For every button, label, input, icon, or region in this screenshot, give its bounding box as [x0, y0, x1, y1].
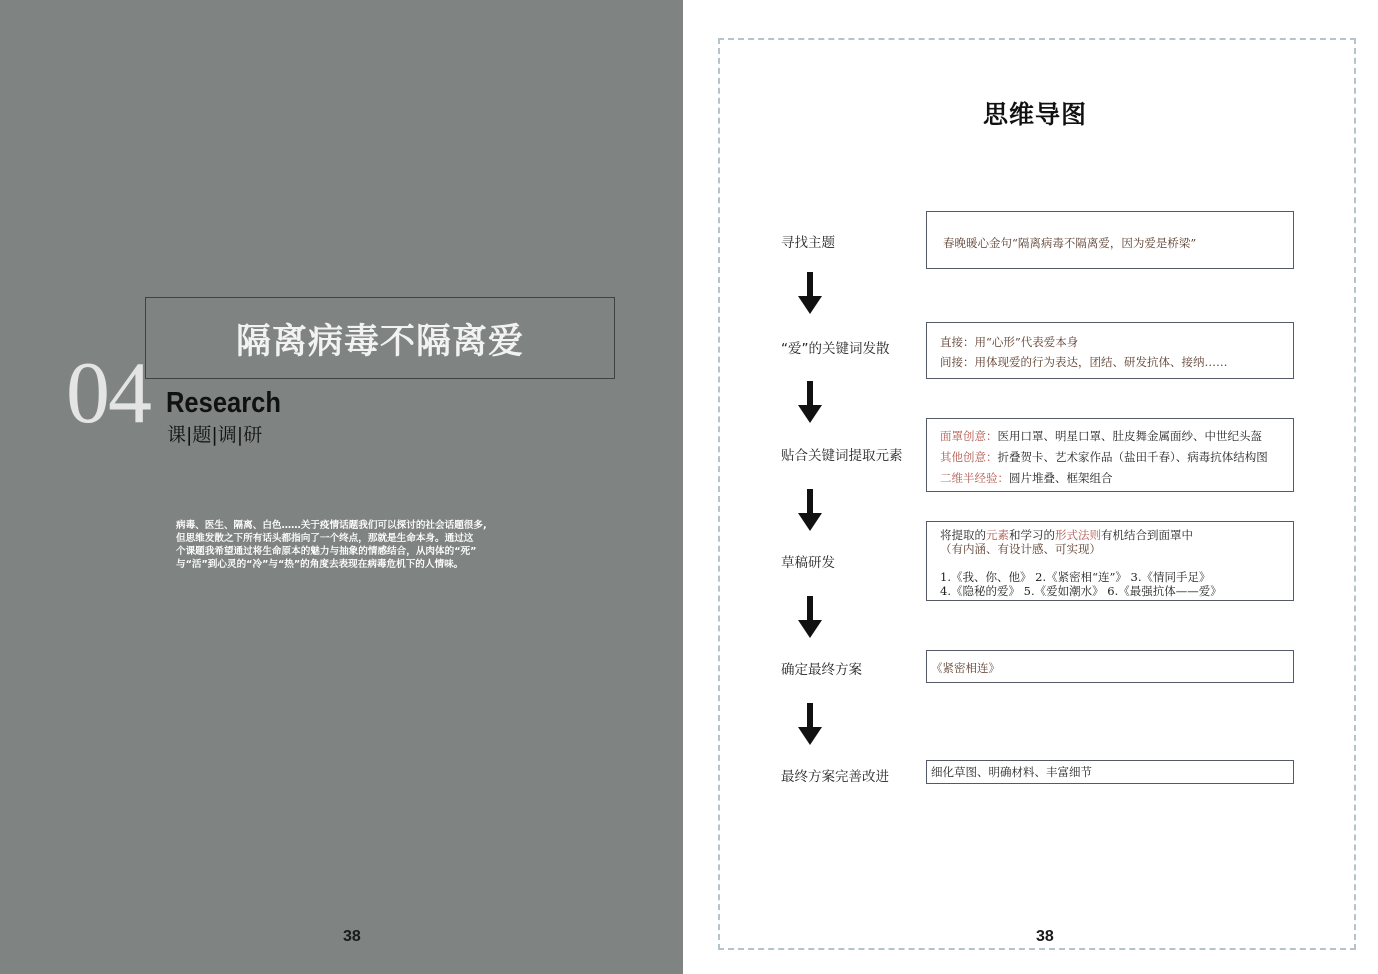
- section-title-cn: 课|题|调|研: [167, 424, 263, 446]
- step-label-draft: 草稿研发: [781, 555, 835, 571]
- step-box-keywords: [926, 322, 1294, 379]
- step-label-keywords: “爱”的关键词发散: [781, 341, 890, 357]
- intro-paragraph: [176, 519, 506, 571]
- box-text: 《紧密相连》: [931, 661, 1000, 675]
- box-text: 细化草图、明确材料、丰富细节: [931, 765, 1092, 779]
- down-arrow-icon: [798, 596, 822, 638]
- page-number-right: 38: [1036, 928, 1054, 945]
- step-box-final: [926, 650, 1294, 683]
- step-box-elements: [926, 418, 1294, 492]
- box-text: 面罩创意：医用口罩、明星口罩、肚皮舞金属面纱、中世纪头盔: [940, 429, 1262, 443]
- step-box-improve: [926, 760, 1294, 784]
- box-text: 4.《隐秘的爱》 5.《爱如潮水》 6.《最强抗体——爱》: [940, 584, 1222, 598]
- down-arrow-icon: [798, 489, 822, 531]
- box-text: 1.《我、你、他》 2.《紧密相“连”》 3.《情同手足》: [940, 570, 1211, 584]
- chapter-number: 04: [66, 345, 150, 442]
- box-text: 春晚暖心金句“隔离病毒不隔离爱，因为爱是桥梁”: [943, 236, 1197, 250]
- step-label-elements: 贴合关键词提取元素: [781, 448, 903, 464]
- step-box-draft: [926, 521, 1294, 601]
- intro-line: 但思维发散之下所有话头都指向了一个终点，那就是生命本身。通过这: [176, 533, 474, 544]
- down-arrow-icon: [798, 703, 822, 745]
- step-box-theme: [926, 211, 1294, 269]
- down-arrow-icon: [798, 381, 822, 423]
- section-title-en: Research: [166, 387, 281, 419]
- box-text: 二维半经验：圆片堆叠、框架组合: [940, 471, 1113, 485]
- intro-line: 个课题我希望通过将生命原本的魅力与抽象的情感结合，从肉体的“死”: [176, 546, 477, 557]
- step-label-theme: 寻找主题: [781, 235, 835, 251]
- box-text: 直接：用“心形”代表爱本身: [940, 335, 1079, 349]
- box-text: 将提取的元素和学习的形式法则有机结合到面罩中: [940, 528, 1193, 542]
- intro-line: 病毒、医生、隔离、白色……关于疫情话题我们可以探讨的社会话题很多,: [176, 520, 487, 531]
- down-arrow-icon: [798, 272, 822, 314]
- box-text: 其他创意：折叠贺卡、艺术家作品（盐田千春）、病毒抗体结构图: [940, 450, 1268, 464]
- step-label-improve: 最终方案完善改进: [781, 769, 889, 785]
- left-page: [0, 0, 683, 974]
- box-text: （有内涵、有设计感、可实现）: [940, 542, 1101, 556]
- step-label-final: 确定最终方案: [781, 662, 862, 678]
- page-title: 隔离病毒不隔离爱: [235, 322, 524, 362]
- mindmap-title: 思维导图: [983, 100, 1088, 129]
- page-number-left: 38: [343, 928, 361, 945]
- intro-line: 与“活”到心灵的“冷”与“热”的角度去表现在病毒危机下的人情味。: [176, 559, 464, 570]
- box-text: 间接：用体现爱的行为表达，团结、研发抗体、接纳……: [940, 355, 1228, 369]
- title-box: [145, 297, 615, 379]
